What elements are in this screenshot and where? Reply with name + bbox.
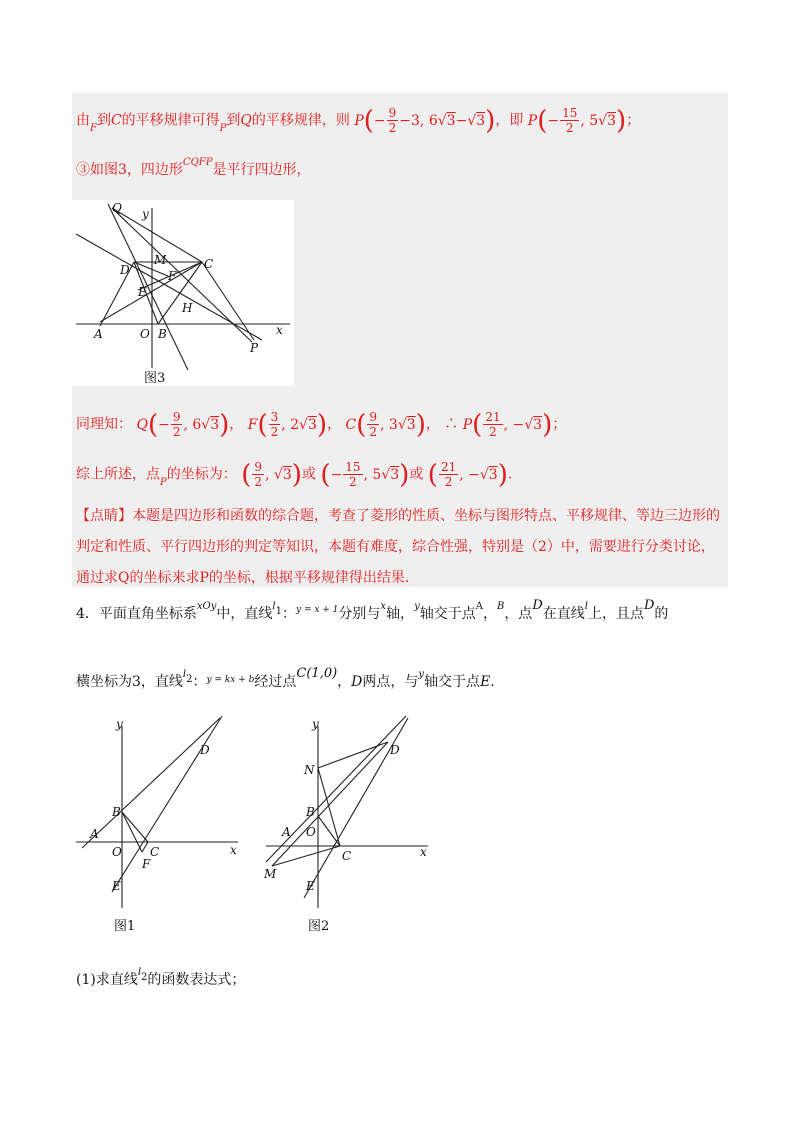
- coord-p: P( $\frac{21}{2}$ , −√3): [462, 409, 553, 440]
- therefore-symbol: ∴: [444, 416, 459, 433]
- fig2-label-a: A: [282, 825, 291, 839]
- fig2-label-o: O: [306, 825, 316, 839]
- fig2-label-b: B: [306, 805, 315, 819]
- point-c-label: C: [110, 112, 122, 129]
- fig3-caption: 图3: [144, 371, 166, 386]
- fig1-label-c: C: [150, 845, 160, 859]
- fig2-line-m-d: [272, 742, 388, 866]
- expression-p-result: P(− $\frac{15}{2}$ , 5√3): [527, 105, 627, 136]
- fig2-line-m-c: [272, 846, 340, 866]
- fig2-caption: 图2: [308, 919, 330, 934]
- quadrilateral-label: CQFP: [182, 157, 213, 168]
- fig2-line-b-c: [318, 816, 340, 846]
- fig2-label-y: y: [312, 717, 319, 731]
- solution-line-summary: 综上所述，点$_P$的坐标为： ( $\frac{9}{2}$ , √3)或 (− $\frac{15}{2}$ , 5√3)或 ( $\frac{21}{2}$ , −√3).: [76, 459, 513, 490]
- figure-1: [72, 712, 252, 937]
- fig2-label-n: N: [304, 763, 315, 777]
- fig2-line-n-d: [318, 742, 388, 768]
- fig1-label-d: D: [200, 743, 210, 757]
- fig2-label-m: M: [264, 867, 277, 881]
- figure-2: [262, 712, 442, 937]
- fig3-label-h: H: [182, 301, 193, 315]
- fig3-label-a: A: [94, 327, 103, 341]
- point-q-label: Q: [240, 112, 252, 129]
- fig3-label-b: B: [158, 327, 167, 341]
- fig3-label-y: y: [142, 207, 149, 221]
- question-4-part-1: (1)求直线$^{l2}$的函数表达式；: [76, 967, 246, 988]
- fig3-label-q: Q: [112, 201, 122, 215]
- fig1-label-y: y: [116, 717, 123, 731]
- fig3-label-f: F: [168, 269, 177, 283]
- coord-c: C( $\frac{9}{2}$ , 3√3): [345, 409, 426, 440]
- solution-line-coordinates: 同理知： Q(− $\frac{9}{2}$ , 6√3)， F( $\frac{3}{2}$ , 2√3)， C( $\frac{9}{2}$ , 3√3)， ∴ P( $\frac{21}{2}$ , −√3)；: [76, 409, 567, 440]
- coord-q: Q(− $\frac{9}{2}$ , 6√3): [136, 409, 230, 440]
- fig2-label-c: C: [342, 849, 352, 863]
- fig3-label-o: O: [140, 327, 150, 341]
- fig1-label-e: E: [112, 879, 121, 893]
- fig3-label-c: C: [204, 257, 214, 271]
- fig2-label-d: D: [390, 743, 400, 757]
- fig2-line-n-c: [318, 768, 340, 846]
- figure-3: [72, 200, 294, 386]
- fig3-label-e: E: [138, 285, 147, 299]
- fig3-label-x: x: [276, 323, 283, 337]
- fig1-label-x: x: [230, 843, 237, 857]
- fig3-label-d: D: [120, 263, 130, 277]
- comment-line-3: 通过求Q的坐标来求P的坐标，根据平移规律得出结果.: [76, 570, 410, 586]
- figure-3-background: [72, 200, 294, 386]
- answer-2: (− $\frac{15}{2}$ , 5√3): [320, 459, 410, 490]
- fig1-label-f: F: [142, 857, 151, 871]
- fig3-label-m: M: [154, 253, 167, 267]
- point-f-label: F: [90, 122, 97, 134]
- solution-line-case3: ③如图3，四边形$^{CQFP}$是平行四边形，: [76, 157, 311, 178]
- fig1-line-l1: [82, 718, 220, 848]
- fig1-label-a: A: [90, 827, 99, 841]
- fig1-caption: 图1: [114, 919, 136, 934]
- point-p-label: P: [219, 122, 227, 134]
- fig1-label-b: B: [112, 805, 121, 819]
- question-4-line-1: 4．平面直角坐标系$^{xOy}$中，直线$^{l1}$：$^{y = x + 1}$分别与$^x$轴，$^y$轴交于点$^A$，$^B$，点D在直线$^l$上，且点D的: [76, 598, 669, 622]
- answer-3: ( $\frac{21}{2}$ , −√3): [427, 459, 508, 490]
- coord-f: F( $\frac{3}{2}$ , 2√3): [247, 409, 328, 440]
- expression-p-intermediate: P(− $\frac{9}{2}$ −3, 6√3−√3): [354, 105, 496, 136]
- question-4-line-2: 横坐标为3，直线$^{l2}$：$^{y = kx + b}$经过点C(1,0)，D两点，与$^y$轴交于点E.: [76, 666, 495, 690]
- fig3-label-p: P: [250, 341, 259, 355]
- fig1-label-o: O: [112, 845, 122, 859]
- fig2-label-e: E: [306, 879, 315, 893]
- comment-line-1: 【点睛】本题是四边形和函数的综合题，考查了菱形的性质、坐标与图形特点、平移规律、等边三边形的: [76, 508, 720, 524]
- solution-line-translation: 由$_F$到C的平移规律可得$_P$到Q的平移规律，则 P(− $\frac{9}{2}$ −3, 6√3−√3)，即 P(− $\frac{15}{2}$ , 5√3)；: [76, 105, 641, 136]
- fig2-label-x: x: [420, 845, 427, 859]
- answer-1: ( $\frac{9}{2}$ , √3): [241, 459, 302, 490]
- comment-line-2: 判定和性质、平行四边形的判定等知识，本题有难度，综合性强，特别是（2）中，需要进行分类讨论，: [76, 539, 715, 555]
